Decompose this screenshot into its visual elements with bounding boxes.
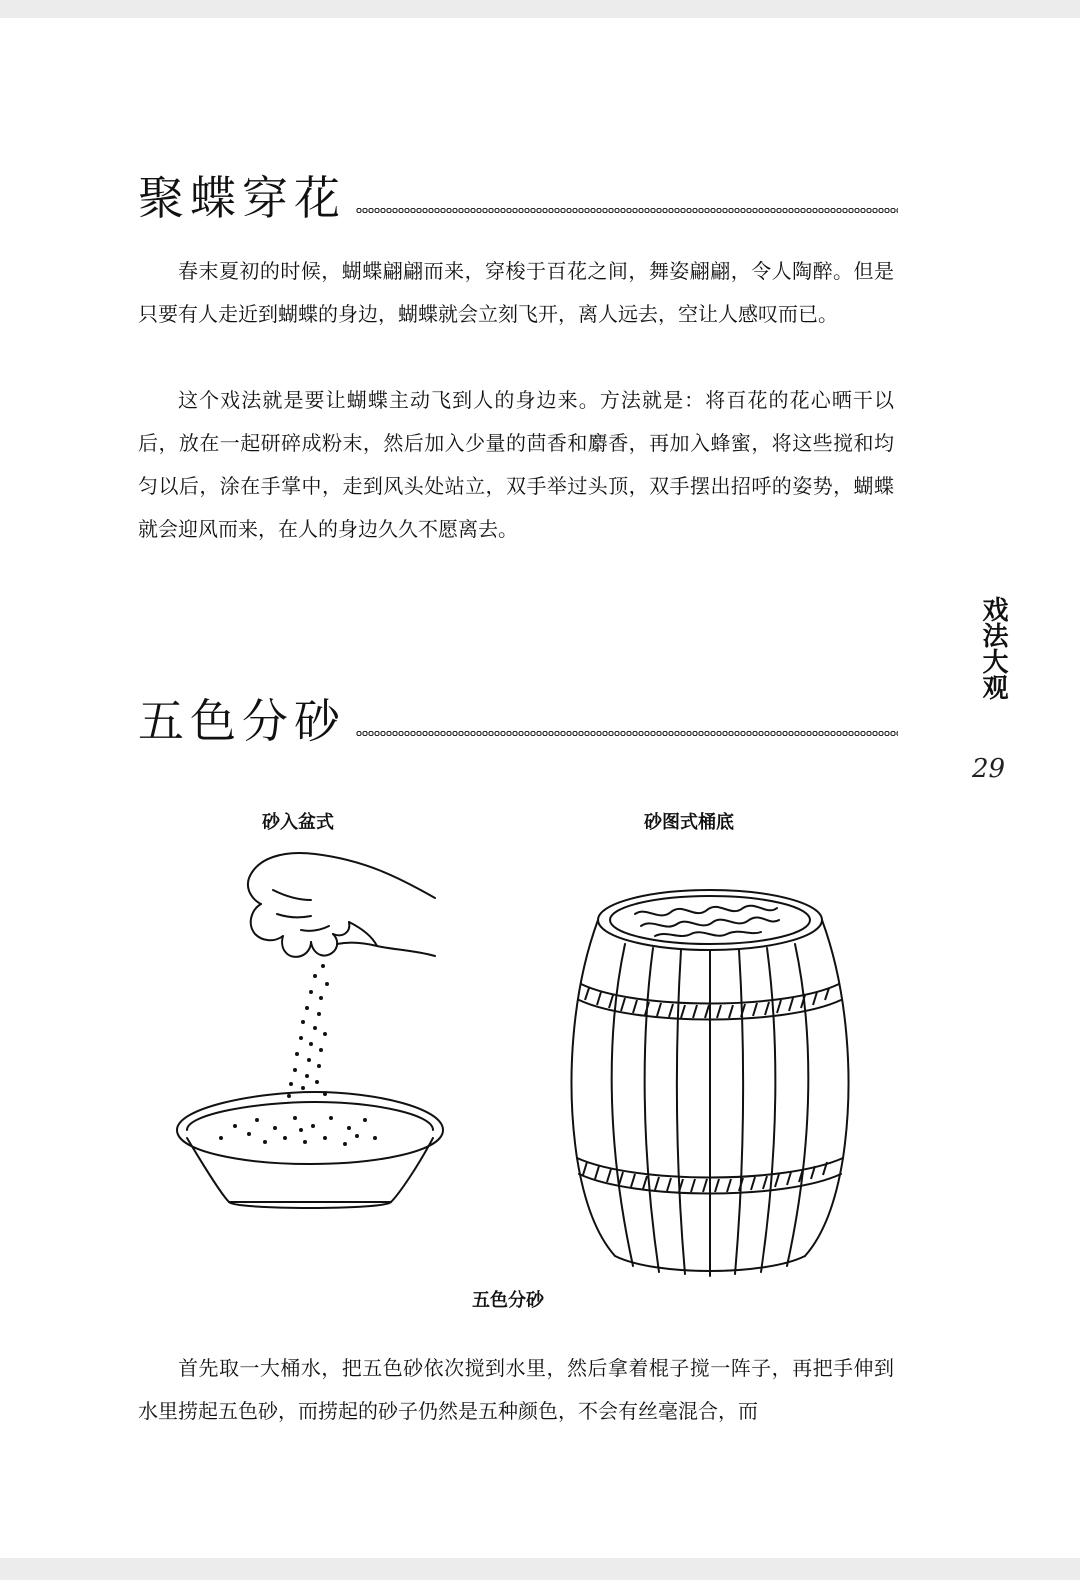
- figure-right-caption: 砂图式桶底: [644, 812, 734, 833]
- book-page: [0, 18, 1080, 1558]
- wooden-barrel-illustration: [555, 878, 865, 1278]
- heading-dotted-rule: [356, 729, 898, 738]
- sand-particles: [219, 964, 377, 1146]
- section-2-paragraph-1: 首先取一大桶水，把五色砂依次搅到水里，然后拿着棍子搅一阵子，再把手伸到水里捞起五色砂，而捞起的砂子仍然是五种颜色，不会有丝毫混合，而: [138, 1356, 894, 1423]
- page-number: 29: [972, 754, 1006, 784]
- running-title: 戏法大观: [978, 596, 1008, 700]
- figure-left-caption: 砂入盆式: [262, 812, 334, 833]
- section-heading-2: [138, 686, 898, 746]
- heading-dotted-rule: [356, 206, 898, 215]
- section-1-paragraph-1: 春末夏初的时候，蝴蝶翩翩而来，穿梭于百花之间，舞姿翩翩，令人陶醉。但是只要有人走近到蝴蝶的身边，蝴蝶就会立刻飞开，离人远去，空让人感叹而已。: [138, 259, 894, 326]
- section-heading-1: [138, 163, 898, 223]
- section-1-paragraph-2: 这个戏法就是要让蝴蝶主动飞到人的身边来。方法就是：将百花的花心晒干以后，放在一起研碎成粉末，然后加入少量的茴香和麝香，再加入蜂蜜，将这些搅和均匀以后，涂在手掌中，走到风头处站立，双手举过头顶，双手摆出招呼的姿势，蝴蝶就会迎风而来，在人的身边久久不愿离去。: [138, 388, 894, 541]
- figure-main-caption: 五色分砂: [472, 1290, 544, 1311]
- hand-pouring-sand-illustration: [165, 838, 455, 1218]
- section-title-1: 聚蝶穿花: [138, 171, 346, 225]
- section-title-2: 五色分砂: [138, 694, 346, 748]
